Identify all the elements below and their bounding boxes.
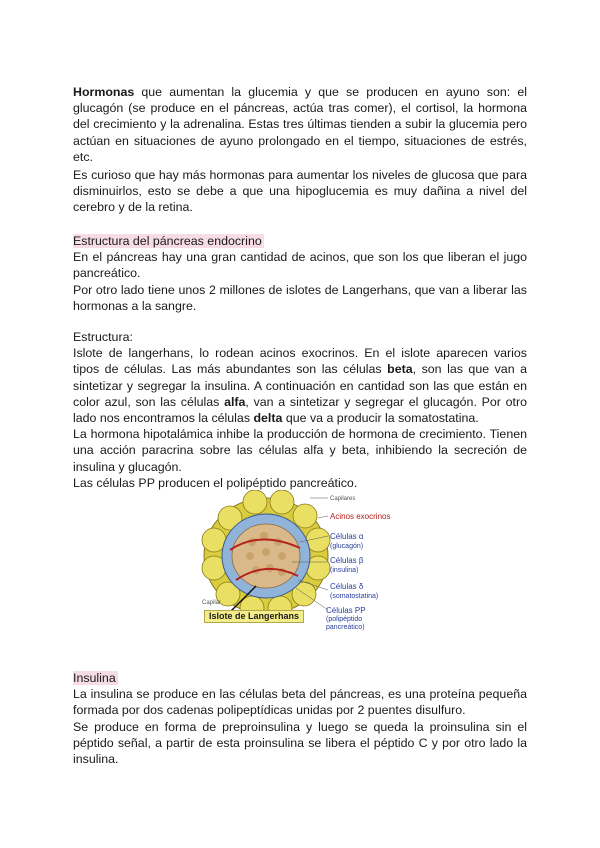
paragraph-insulina-2: Se produce en forma de preproinsulina y luego se queda la proinsulina sin el péptido señal, a partir de esta proinsulina se libera el péptido C y por otro lado la insulina. <box>73 719 527 767</box>
label-delta: Células δ <box>330 582 364 591</box>
section-heading: Estructura del páncreas endocrino <box>73 234 262 248</box>
paragraph-hormonas: Hormonas que aumentan la glucemia y que se producen en ayuno son: el glucagón (se produce en el páncreas, actúa tras comer), el cortisol, la hormona del crecimiento y la adrenalina. Estas tres últimas tienden a subir la glucemia pero actúan en situaciones de ayuno prolongado en el tiempo, situaciones de estrés, etc. <box>73 85 527 164</box>
label-pp: Células PP <box>326 606 366 615</box>
islet-diagram <box>200 490 410 630</box>
label-islote: Islote de Langerhans <box>204 610 304 623</box>
paragraph-islotes: Por otro lado tiene unos 2 millones de islotes de Langerhans, que van a liberar las hormonas a la sangre. <box>73 282 527 313</box>
label-alpha-sub: (glucagón) <box>330 543 364 550</box>
label-acinos: Acinos exocrinos <box>330 512 391 521</box>
section-insulina <box>73 670 527 767</box>
paragraph-islote-celulas: Islote de langerhans, lo rodean acinos exocrinos. En el islote aparecen varios tipos de células. Las más abundantes son las células beta, son las que van a sintetizar y segregar la insulina. A continuación en cantidad son las que están en color azul, son las células alfa, van a sintetizar y segregar el glucagón. Por otro lado nos encontramos la células delta que va a producir la somatostatina. <box>73 346 527 426</box>
label-capilar: Capilar <box>202 600 222 606</box>
label-capilares: Capilares <box>330 496 356 502</box>
paragraph-curioso: Es curioso que hay más hormonas para aumentar los niveles de glucosa que para disminuirlos, esto se debe a que una hipoglucemia es muy dañina a nivel del cerebro y de la retina. <box>73 168 527 215</box>
islet-illustration <box>200 490 410 630</box>
label-pp-sub1: (polipéptido <box>326 616 363 623</box>
section-estructura <box>73 329 527 491</box>
paragraph-hormona-hipotalamica: La hormona hipotalámica inhibe la producción de hormona de crecimiento. Tienen una acción paracrina sobre las células alfa y beta, inhibiendo la secreción de insulina y glucagón. <box>73 427 527 474</box>
section-heading: Insulina <box>73 671 116 685</box>
paragraph-insulina-1: La insulina se produce en las células beta del páncreas, es una proteína pequeña formada por dos cadenas polipeptídicas unidas por 2 puentes disulfuro. <box>73 687 527 718</box>
label-beta: Células β <box>330 556 364 565</box>
paragraph-acinos: En el páncreas hay una gran cantidad de acinos, que son los que liberan el jugo pancreático. <box>73 250 527 281</box>
label-alpha: Células α <box>330 532 364 541</box>
label-pp-sub2: pancreático) <box>326 624 365 631</box>
section-estructura-pancreas <box>73 233 527 314</box>
bold-term-hormonas: Hormonas <box>73 85 135 99</box>
label-beta-sub: (insulina) <box>330 567 359 574</box>
label-delta-sub: (somatostatina) <box>330 593 379 600</box>
section-heading: Estructura: <box>73 330 133 344</box>
paragraph-celulas-pp: Las células PP producen el polipéptido pancreático. <box>73 475 358 490</box>
